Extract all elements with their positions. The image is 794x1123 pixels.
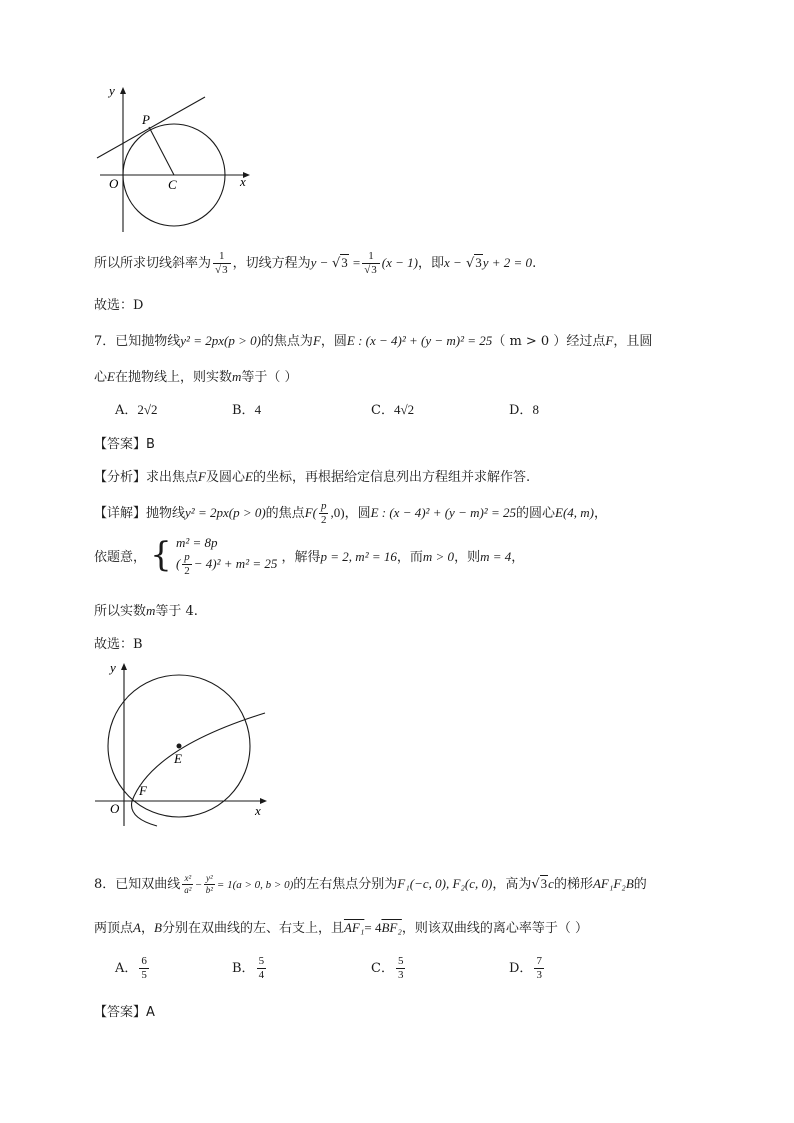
label-y: y (109, 83, 115, 98)
answer-8-tag: 【答案】A (94, 1005, 155, 1020)
option-8-d[interactable]: D． $\frac{7}{3}$ (509, 955, 542, 981)
answer-6: 故选：D (94, 298, 144, 313)
answer-7-tag: 【答案】B (94, 437, 155, 452)
label-c: C (168, 177, 177, 192)
detail-7: 【详解】抛物线y² = 2px(p > 0)的焦点F( $\frac{p}{2}$ ,0)，圆E : (x − 4)² + (y − m)² = 25的圆心E(4, m)， (94, 500, 608, 526)
option-8-b[interactable]: B． $\frac{5}{4}$ (232, 955, 265, 981)
figure-parabola-circle (92, 658, 277, 830)
label-x: x (240, 174, 246, 189)
solution-6-line: 所以所求切线斜率为 $\frac{1}{√3}$ ，切线方程为y − √3 = $\frac{1}{√3}$ (x − 1)，即x − √3y + 2 = 0. (94, 250, 537, 276)
tangent-line (97, 97, 205, 158)
frac-focus: $\frac{p}{2}$ (320, 500, 327, 526)
x-axis-arrow (260, 798, 267, 804)
frac-y2: $\frac{\text{y²}}{\text{b²}}$ (205, 873, 213, 895)
option-7-a[interactable]: A．2√2 (115, 402, 158, 418)
radius-pc (149, 127, 174, 175)
option-7-d[interactable]: D．8 (509, 402, 539, 418)
label-y: y (110, 660, 116, 675)
y-axis-arrow (120, 87, 126, 94)
answer-7: 故选：B (94, 637, 143, 652)
analysis-7: 【分析】求出焦点F及圆心E的坐标，再根据给定信息列出方程组并求解作答. (94, 469, 531, 485)
option-8-c[interactable]: C． $\frac{5}{3}$ (371, 955, 404, 981)
question-8-line1: 8．已知双曲线 $\frac{\text{x²}}{\text{a²}}$ − $\frac{\text{y²}}{\text{b²}}$ = 1(a > 0, b > 0)的左右焦点分别为F₁(−c, 0), F₂(c, 0)，高为√3c的梯形AF₁F₂B的 (94, 873, 647, 895)
system-7: 依题意， { m² = 8p ( $\frac{p}{2}$ − 4)² + m² = 25 ，解得p = 2, m² = 16，而m > 0，则m = 4， (94, 535, 525, 577)
question-8-line2: 两顶点A，B分别在双曲线的左、右支上，且AF₁= 4BF₂，则该双曲线的离心率等于（ ） (94, 920, 588, 936)
option-7-b[interactable]: B．4 (232, 402, 262, 418)
label-p: P (142, 112, 150, 127)
label-origin: O (109, 176, 119, 191)
label-e: E (174, 751, 182, 766)
y-axis-arrow (121, 663, 127, 670)
option-8-a[interactable]: A． $\frac{6}{5}$ (115, 955, 147, 981)
point-e (177, 744, 182, 749)
frac-tangent: $\frac{1}{√3}$ (362, 251, 380, 276)
conclusion-7: 所以实数m等于 4. (94, 603, 198, 619)
frac-slope: $\frac{1}{√3}$ (213, 251, 231, 276)
frac-system: $\frac{p}{2}$ (184, 550, 190, 577)
option-7-c[interactable]: C．4√2 (371, 402, 415, 418)
figure-circle-tangent (92, 82, 262, 237)
question-7-line2: 心E在抛物线上，则实数m等于（ ） (94, 369, 298, 385)
question-7-line1: 7．已知抛物线y² = 2px(p > 0)的焦点为F，圆E : (x − 4)² + (y − m)² = 25（ m > 0 ）经过点F，且圆 (94, 333, 653, 349)
parabola (132, 713, 265, 826)
label-x: x (255, 803, 261, 818)
label-f: F (139, 783, 147, 798)
frac-x2: $\frac{\text{x²}}{\text{a²}}$ (184, 873, 192, 895)
label-origin: O (110, 801, 120, 816)
